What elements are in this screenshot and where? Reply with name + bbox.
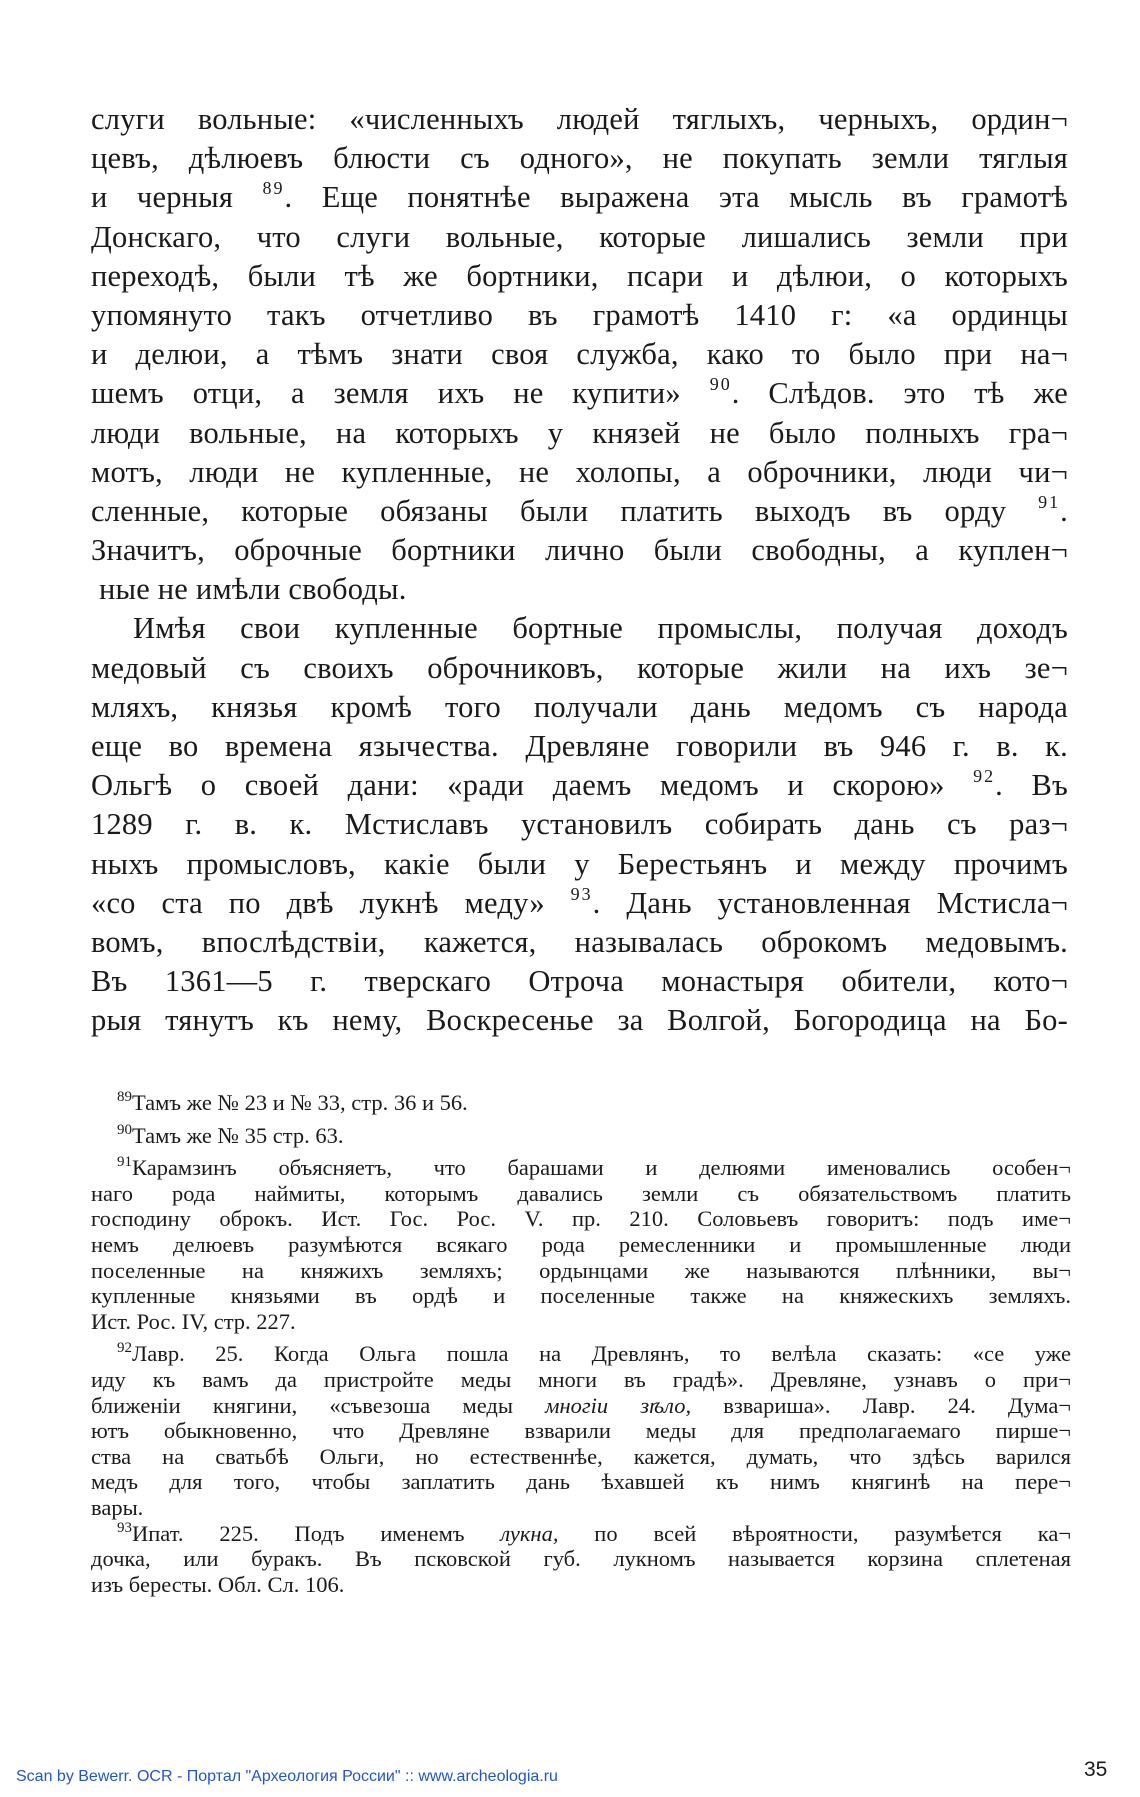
footnote-ref: 91 xyxy=(117,1154,132,1171)
body-text-segment: цевъ, дѣлюевъ блюсти съ одного», не покупать земли тяглыя xyxy=(91,141,1068,176)
body-text-segment: мляхъ, князья кромѣ того получали дань медомъ съ народа xyxy=(91,689,1068,724)
body-text-line xyxy=(91,570,1068,609)
body-text-line xyxy=(91,178,1068,217)
footnote-segment: Тамъ же № 35 стр. 63. xyxy=(132,1122,344,1148)
footnote-line xyxy=(91,1444,1071,1470)
body-text-segment: упомянуто такъ отчетливо въ грамотѣ 1410 г: «а ординцы xyxy=(91,297,1068,332)
footnote-segment: изъ бересты. Обл. Сл. 106. xyxy=(91,1571,345,1597)
body-text-line xyxy=(91,335,1068,374)
body-text-line xyxy=(91,766,1068,805)
body-text-line xyxy=(91,649,1068,688)
footnote-segment: Лавр. 25. Когда Ольга пошла на Древлянъ, то велѣла сказать: «се уже xyxy=(132,1341,1071,1367)
body-text-segment: шемъ отци, а земля ихъ не купити» xyxy=(91,376,710,411)
footnote-segment: Ист. Рос. IV, стр. 227. xyxy=(91,1308,296,1334)
footnote-ref: 89 xyxy=(117,1089,132,1105)
body-text-segment: ныхъ промысловъ, какіе были у Берестьянъ и между прочимъ xyxy=(91,846,1068,881)
body-text-line xyxy=(91,296,1068,335)
footnote-segment: ства на сватьбѣ Ольги, но естественнѣе, кажется, думать, что здѣсь варился xyxy=(91,1443,1071,1469)
body-text-line xyxy=(91,1001,1068,1040)
body-text-segment: . xyxy=(1060,493,1068,528)
footnote-line xyxy=(91,1181,1071,1207)
footnote-line xyxy=(91,1341,1071,1367)
footnote-line xyxy=(91,1546,1071,1572)
footnote-segment: Карамзинъ объясняетъ, что барашами и делюями именовались особен¬ xyxy=(132,1155,1071,1181)
body-text-segment: . Слѣдов. это тѣ же xyxy=(731,376,1068,411)
body-text-line xyxy=(91,923,1068,962)
footnote-segment: господину оброкъ. Ист. Гос. Рос. V. пр. 210. Соловьевъ говоритъ: подъ име¬ xyxy=(91,1206,1071,1232)
body-text-segment: ные не имѣли свободы. xyxy=(99,572,407,607)
body-text-segment: сленные, которые обязаны были платить выходъ въ орду xyxy=(91,493,1039,528)
footnote-ref: 91 xyxy=(1038,491,1061,512)
footnote-segment: немъ делюевъ разумѣются всякаго рода ремесленники и промышленные люди xyxy=(91,1231,1071,1257)
footnote-ref: 92 xyxy=(973,766,996,787)
body-text-segment: вомъ, впослѣдствіи, кажется, называлась оброкомъ медовымъ. xyxy=(91,924,1068,959)
footnote-line xyxy=(91,1090,1071,1116)
footnote-line xyxy=(91,1495,1071,1521)
body-text-segment: Ольгѣ о своей дани: «ради даемъ медомъ и скорою» xyxy=(91,768,974,803)
footnote-segment: Тамъ же № 23 и № 33, стр. 36 и 56. xyxy=(132,1090,468,1115)
body-text-segment: мотъ, люди не купленные, не холопы, а оброчники, люди чи¬ xyxy=(91,454,1068,489)
footnote-segment: купленные князьями въ ордѣ и поселенные также на княжескихъ земляхъ. xyxy=(91,1283,1071,1309)
body-text-segment: . Еще понятнѣе выражена эта мысль въ грамотѣ xyxy=(284,180,1068,215)
footnote-line xyxy=(91,1232,1071,1258)
body-text-line xyxy=(91,492,1068,531)
italic-text: лукна, xyxy=(500,1520,559,1546)
body-text-segment: еще во времена язычества. Древляне говорили въ 946 г. в. к. xyxy=(91,729,1068,763)
italic-text: многіи зѣло, xyxy=(545,1392,692,1418)
footnote-segment: ближеніи княгини, «съвезоша меды xyxy=(91,1392,546,1418)
body-text-line xyxy=(91,688,1068,727)
footnote-segment: взвариша». Лавр. 24. Дума¬ xyxy=(691,1392,1071,1418)
body-text-line xyxy=(91,531,1068,570)
body-text xyxy=(91,100,1068,1041)
body-text-line xyxy=(91,218,1068,257)
body-text-segment: переходѣ, были тѣ же бортники, псари и дѣлюи, о которыхъ xyxy=(91,258,1068,293)
body-text-segment: Донскаго, что слуги вольные, которые лишались земли при xyxy=(91,219,1068,254)
body-text-line xyxy=(91,727,1068,766)
footnote-line xyxy=(91,1469,1071,1495)
footnotes xyxy=(91,1090,1071,1597)
body-text-line xyxy=(91,257,1068,296)
body-text-line xyxy=(91,453,1068,492)
body-text-segment: люди вольные, на которыхъ у князей не было полныхъ гра¬ xyxy=(91,415,1068,450)
footnote-gap xyxy=(91,1148,1071,1155)
footnote-ref: 90 xyxy=(709,374,732,395)
footnote-line xyxy=(91,1206,1071,1232)
footnote-gap xyxy=(91,1116,1071,1123)
page-number: 35 xyxy=(1084,1758,1108,1781)
body-text-line xyxy=(91,884,1068,923)
footnote-line xyxy=(91,1309,1071,1335)
body-text-line xyxy=(91,414,1068,453)
footnote-segment: дочка, или буракъ. Въ псковской губ. лукномъ называется корзина сплетеная xyxy=(91,1546,1071,1572)
footnote-segment: по всей вѣроятности, разумѣется ка¬ xyxy=(558,1520,1072,1546)
body-text-line xyxy=(91,139,1068,178)
footnote-gap xyxy=(91,1334,1071,1341)
footnote-ref: 93 xyxy=(570,883,593,904)
body-text-segment: Значитъ, оброчные бортники лично были свободны, а куплен¬ xyxy=(91,533,1068,568)
body-text-line xyxy=(91,374,1068,413)
body-text-line xyxy=(91,845,1068,884)
body-text-segment: Имѣя свои купленные бортные промыслы, получая доходъ xyxy=(133,611,1068,646)
footnote-line xyxy=(91,1572,1071,1598)
footnote-ref: 93 xyxy=(117,1519,132,1536)
footnote-line xyxy=(91,1155,1071,1181)
footnote-line xyxy=(91,1418,1071,1444)
footnote-segment: ютъ обыкновенно, что Древляне взварили меды для предполагаемаго пирше¬ xyxy=(91,1418,1071,1444)
footnote-segment: медъ для того, чтобы заплатить дань ѣхавшей къ нимъ княгинѣ на пере¬ xyxy=(91,1469,1071,1495)
body-text-segment: . Въ xyxy=(995,768,1068,803)
body-text-line xyxy=(91,962,1068,1001)
body-text-line xyxy=(91,100,1068,139)
body-text-segment: . Дань установленная Мстисла¬ xyxy=(592,885,1068,920)
footnote-line xyxy=(91,1393,1071,1419)
body-text-segment: и черныя xyxy=(91,180,263,215)
body-text-segment: и делюи, а тѣмъ знати своя служба, како то было при на¬ xyxy=(91,337,1068,372)
footnote-line xyxy=(91,1258,1071,1284)
body-text-segment: Въ 1361—5 г. тверскаго Отроча монастыря обители, кото¬ xyxy=(91,964,1068,999)
body-text-line xyxy=(91,805,1068,844)
footnote-ref: 89 xyxy=(262,178,285,199)
body-text-segment: медовый съ своихъ оброчниковъ, которые жили на ихъ зе¬ xyxy=(91,650,1068,685)
footnote-line xyxy=(91,1367,1071,1393)
body-text-segment: слуги вольные: «численныхъ людей тяглыхъ, черныхъ, ордин¬ xyxy=(91,102,1068,136)
body-text-segment: «со ста по двѣ лукнѣ меду» xyxy=(91,885,571,920)
footnote-line xyxy=(91,1283,1071,1309)
footnote-segment: Ипат. 225. Подъ именемъ xyxy=(132,1520,501,1546)
body-text-segment: 1289 г. в. к. Мстиславъ установилъ собирать дань съ раз¬ xyxy=(91,807,1068,842)
footnote-ref: 90 xyxy=(117,1121,132,1138)
footnote-segment: поселенные на княжихъ земляхъ; ордынцами же называются плѣнники, вы¬ xyxy=(91,1257,1071,1283)
footnote-line xyxy=(91,1123,1071,1149)
body-text-line xyxy=(91,609,1068,648)
footnote-segment: вары. xyxy=(91,1494,144,1520)
scan-credit: Scan by Bewerr. OCR - Портал "Археология России" :: www.archeologia.ru xyxy=(16,1768,558,1785)
footnote-segment: наго рода наймиты, которымъ давались земли съ обязательствомъ платить xyxy=(91,1180,1071,1206)
footnote-ref: 92 xyxy=(117,1340,132,1357)
body-text-segment: рыя тянутъ къ нему, Воскресенье за Волгой, Богородица на Бо- xyxy=(91,1003,1068,1038)
footnote-segment: иду къ вамъ да пристройте меды многи въ градѣ». Древляне, узнавъ о при¬ xyxy=(91,1366,1071,1392)
footnote-line xyxy=(91,1521,1071,1547)
